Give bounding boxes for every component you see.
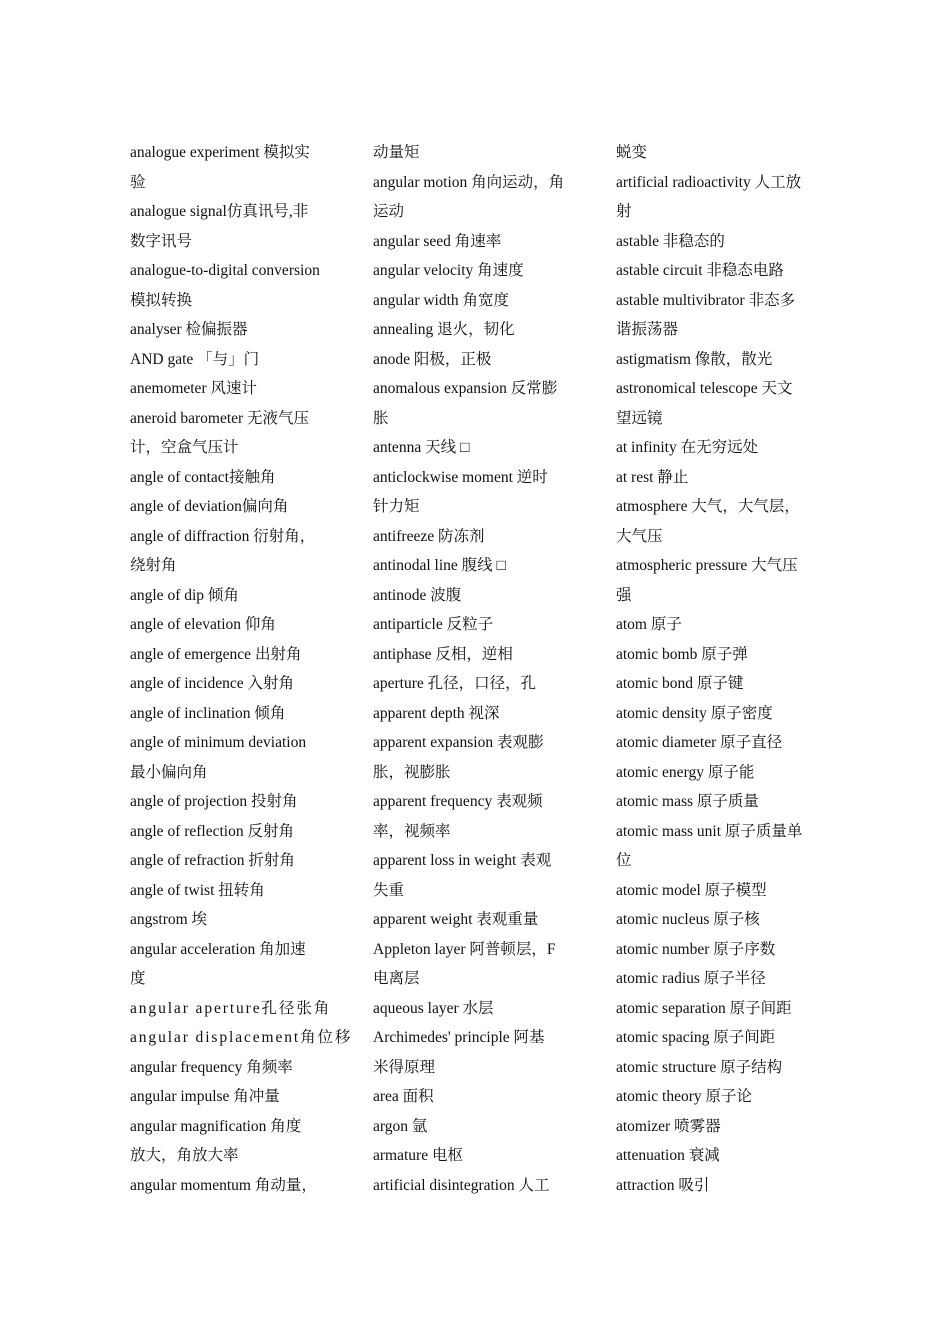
glossary-line: apparent depth 视深 [373, 704, 500, 722]
glossary-line: 胀，视膨胀 [373, 763, 451, 781]
glossary-line: angle of elevation 仰角 [130, 616, 276, 633]
glossary-line: atomic structure 原子结构 [616, 1058, 783, 1076]
glossary-line: apparent expansion 表观膨 [373, 734, 544, 751]
glossary-line: antinode 波腹 [373, 586, 462, 604]
glossary-line: AND gate 「与」门 [130, 350, 260, 368]
glossary-line: anomalous expansion 反常膨 [373, 380, 558, 397]
glossary-line: 验 [130, 173, 146, 191]
glossary-line: aneroid barometer 无液气压 [130, 409, 310, 427]
glossary-line: angle of incidence 入射角 [130, 675, 294, 692]
glossary-line: atomic radius 原子半径 [616, 970, 766, 987]
glossary-line: angstrom 埃 [130, 911, 208, 928]
glossary-line: apparent weight 表观重量 [373, 911, 539, 928]
glossary-line: artificial disintegration 人工 [373, 1176, 550, 1194]
glossary-line: angular displacement角位移 [130, 1029, 353, 1046]
glossary-line: angle of twist 扭转角 [130, 881, 265, 899]
glossary-line: angle of contact接触角 [130, 468, 276, 486]
glossary-line: 率，视频率 [373, 822, 451, 840]
glossary-line: atomic model 原子模型 [616, 881, 767, 899]
glossary-line: attenuation 衰减 [616, 1147, 720, 1164]
glossary-line: analogue experiment 模拟实 [130, 144, 310, 161]
glossary-line: 模拟转换 [130, 291, 193, 309]
glossary-line: analogue-to-digital conversion [130, 262, 320, 279]
glossary-line: antinodal line 腹线 □ [373, 557, 506, 574]
glossary-line: argon 氩 [373, 1117, 428, 1135]
glossary-line: Appleton layer 阿普顿层，F [373, 940, 556, 958]
glossary-line: angle of deviation偏向角 [130, 498, 289, 515]
glossary-line: angular width 角宽度 [373, 291, 510, 309]
glossary-line: angle of dip 倾角 [130, 586, 239, 604]
glossary-line: attraction 吸引 [616, 1176, 710, 1194]
glossary-line: atomic diameter 原子直径 [616, 734, 783, 751]
glossary-line: at infinity 在无穷远处 [616, 439, 759, 456]
glossary-line: angle of emergence 出射角 [130, 645, 302, 663]
glossary-line: 米得原理 [373, 1058, 436, 1076]
glossary-line: atmosphere 大气，大气层， [616, 498, 800, 515]
glossary-line: 动量矩 [373, 144, 420, 161]
glossary-line: anode 阳极，正极 [373, 350, 492, 368]
glossary-line: atomic nucleus 原子核 [616, 911, 760, 928]
glossary-line: atom 原子 [616, 616, 682, 633]
glossary-line: atomic number 原子序数 [616, 940, 776, 958]
glossary-column-1 [130, 138, 353, 1200]
glossary-line: antiphase 反相，逆相 [373, 645, 513, 663]
glossary-line: antiparticle 反粒子 [373, 616, 494, 633]
glossary-line: 绕射角 [130, 557, 177, 574]
glossary-line: antenna 天线 □ [373, 439, 470, 456]
glossary-line: astronomical telescope 天文 [616, 380, 793, 397]
glossary-line: Archimedes' principle 阿基 [373, 1029, 545, 1046]
glossary-line: angle of inclination 倾角 [130, 704, 286, 722]
glossary-line: 位 [616, 852, 632, 869]
glossary-line: atomic energy 原子能 [616, 763, 755, 781]
glossary-line: atomic spacing 原子间距 [616, 1029, 776, 1046]
glossary-line: angular impulse 角冲量 [130, 1088, 280, 1105]
glossary-line: atmospheric pressure 大气压 [616, 557, 798, 574]
glossary-line: 失重 [373, 881, 405, 899]
glossary-line: aqueous layer 水层 [373, 999, 494, 1017]
glossary-line: atomic separation 原子间距 [616, 999, 792, 1017]
glossary-line: 放大，角放大率 [130, 1147, 239, 1164]
glossary-line: analogue signal仿真讯号,非 [130, 203, 309, 220]
glossary-line: atomizer 喷雾器 [616, 1117, 721, 1135]
glossary-line: 数字讯号 [130, 232, 193, 250]
glossary-line: 运动 [373, 203, 405, 220]
glossary-line: 蜕变 [616, 144, 648, 161]
glossary-line: atomic density 原子密度 [616, 704, 773, 722]
glossary-line: angle of minimum deviation [130, 734, 307, 751]
glossary-line: 计，空盒气压计 [130, 439, 239, 456]
glossary-line: 射 [616, 203, 632, 220]
glossary-line: apparent frequency 表观频 [373, 793, 543, 810]
glossary-line: astigmatism 像散，散光 [616, 350, 773, 368]
glossary-line: atomic bond 原子键 [616, 675, 744, 692]
glossary-line: 谐振荡器 [616, 321, 679, 338]
glossary-line: angular magnification 角度 [130, 1117, 302, 1135]
glossary-line: 强 [616, 586, 632, 604]
glossary-line: atomic mass unit 原子质量单 [616, 822, 803, 840]
glossary-line: at rest 静止 [616, 468, 689, 486]
glossary-line: atomic mass 原子质量 [616, 793, 759, 810]
glossary-line: astable circuit 非稳态电路 [616, 262, 784, 279]
glossary-line: 电离层 [373, 970, 420, 987]
glossary-line: annealing 退火，韧化 [373, 321, 515, 338]
glossary-line: atomic theory 原子论 [616, 1088, 753, 1105]
glossary-column-2 [373, 138, 581, 1200]
glossary-line: armature 电枢 [373, 1147, 463, 1164]
glossary-line: angular velocity 角速度 [373, 262, 524, 279]
glossary-line: analyser 检偏振器 [130, 321, 248, 338]
glossary-line: aperture 孔径，口径，孔 [373, 675, 537, 692]
glossary-line: angle of reflection 反射角 [130, 822, 294, 840]
glossary-line: 度 [130, 970, 146, 987]
glossary-line: antifreeze 防冻剂 [373, 527, 485, 545]
glossary-line: area 面积 [373, 1088, 434, 1105]
glossary-line: 望远镜 [616, 409, 663, 427]
glossary-line: angular seed 角速率 [373, 232, 502, 250]
glossary-line: 针力矩 [373, 498, 420, 515]
glossary-line: angular frequency 角频率 [130, 1058, 293, 1076]
glossary-line: astable multivibrator 非态多 [616, 291, 796, 309]
glossary-line: angle of projection 投射角 [130, 793, 298, 810]
glossary-line: angular aperture孔径张角 [130, 999, 332, 1017]
glossary-line: angle of diffraction 衍射角， [130, 527, 316, 545]
glossary-line: astable 非稳态的 [616, 232, 725, 250]
glossary-line: 胀 [373, 409, 389, 427]
glossary-line: 大气压 [616, 527, 663, 545]
glossary-line: atomic bomb 原子弹 [616, 645, 748, 663]
glossary-line: 最小偏向角 [130, 763, 208, 781]
glossary-line: angular momentum 角动量， [130, 1176, 317, 1194]
glossary-line: anemometer 风速计 [130, 380, 257, 397]
glossary-line: apparent loss in weight 表观 [373, 852, 552, 869]
glossary-line: anticlockwise moment 逆时 [373, 468, 548, 486]
glossary-column-3 [616, 138, 824, 1200]
glossary-line: artificial radioactivity 人工放 [616, 173, 802, 191]
glossary-line: angular acceleration 角加速 [130, 940, 306, 958]
glossary-line: angle of refraction 折射角 [130, 852, 295, 869]
glossary-line: angular motion 角向运动，角 [373, 173, 565, 191]
